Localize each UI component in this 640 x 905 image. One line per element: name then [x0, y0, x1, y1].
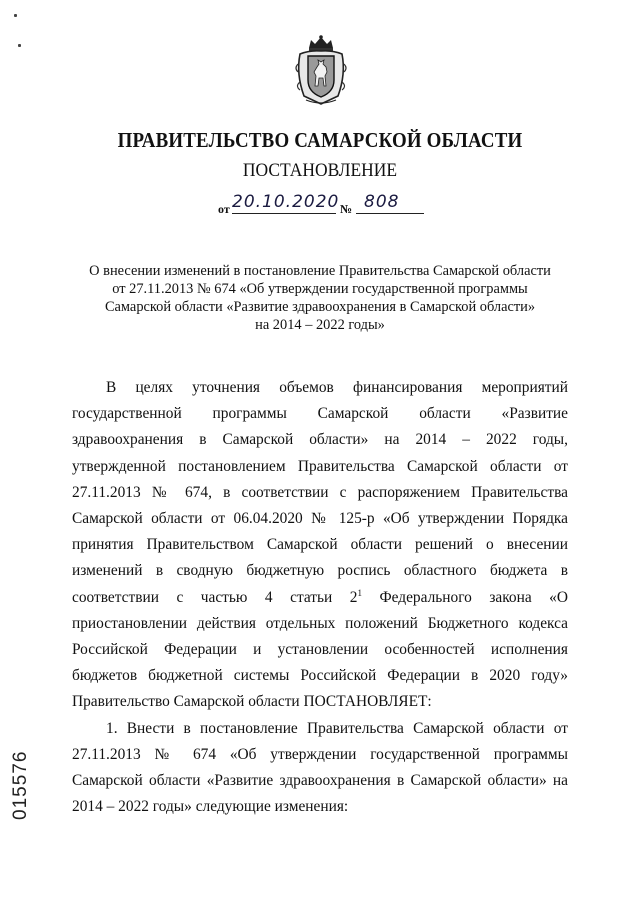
- date-prefix: от: [218, 202, 230, 216]
- handwritten-number: 808: [364, 192, 400, 212]
- government-title: ПРАВИТЕЛЬСТВО САМАРСКОЙ ОБЛАСТИ: [117, 128, 523, 152]
- number-prefix: №: [340, 202, 353, 216]
- subject-line: Самарской области «Развитие здравоохранения в Самарской области»: [104, 299, 536, 315]
- date-number-line: [218, 194, 428, 218]
- clause-paragraph: 1. Внести в постановление Правительства Самарской области от 27.11.2013 № 674 «Об утверждении государственной программы Самарской области «Развитие здравоохранения в Самарской области» на 2014 – 2022 годы» следующие изменения:: [72, 719, 568, 816]
- number-underline: [356, 213, 424, 214]
- document-body: [72, 375, 568, 820]
- document-subject: [70, 262, 570, 334]
- samara-coat-of-arms-icon: [292, 34, 350, 106]
- date-underline: [232, 213, 336, 214]
- side-serial-number: 015576: [10, 750, 31, 820]
- preamble-paragraph: [72, 375, 568, 716]
- scan-mark: [18, 44, 21, 47]
- subject-line: от 27.11.2013 № 674 «Об утверждении государственной программы: [112, 281, 528, 297]
- document-type: ПОСТАНОВЛЕНИЕ: [242, 160, 398, 181]
- article-superscript: 1: [357, 587, 362, 598]
- preamble-text: В целях уточнения объемов финансирования мероприятий государственной программы Самарской области «Развитие здравоохранения в Самарской области» на 2014 – 2022 годы, утвержденной постановлением Правительства Самарской области от 27.11.2013 № 674, в соответствии с распоряжением Правительства Самарской области от 06.04.2020 № 125-р «Об утверждении Порядка принятия Правительством Самарской области решений о внесении изменений в сводную бюджетную роспись областного бюджета в соответствии с частью 4 статьи 2: [72, 379, 568, 606]
- subject-line: на 2014 – 2022 годы»: [255, 317, 385, 333]
- handwritten-date: 20.10.2020: [232, 192, 340, 212]
- scan-mark: [14, 14, 17, 17]
- preamble-text-continued: Федерального закона «О приостановлении действия отдельных положений Бюджетного кодекса Российской Федерации и установлении особенностей исполнения бюджетов бюджетной системы Российской Федерации в 2020 году» Правительство Самарской области ПОСТАНОВЛЯЕТ:: [72, 588, 568, 711]
- subject-line: О внесении изменений в постановление Правительства Самарской области: [89, 263, 551, 279]
